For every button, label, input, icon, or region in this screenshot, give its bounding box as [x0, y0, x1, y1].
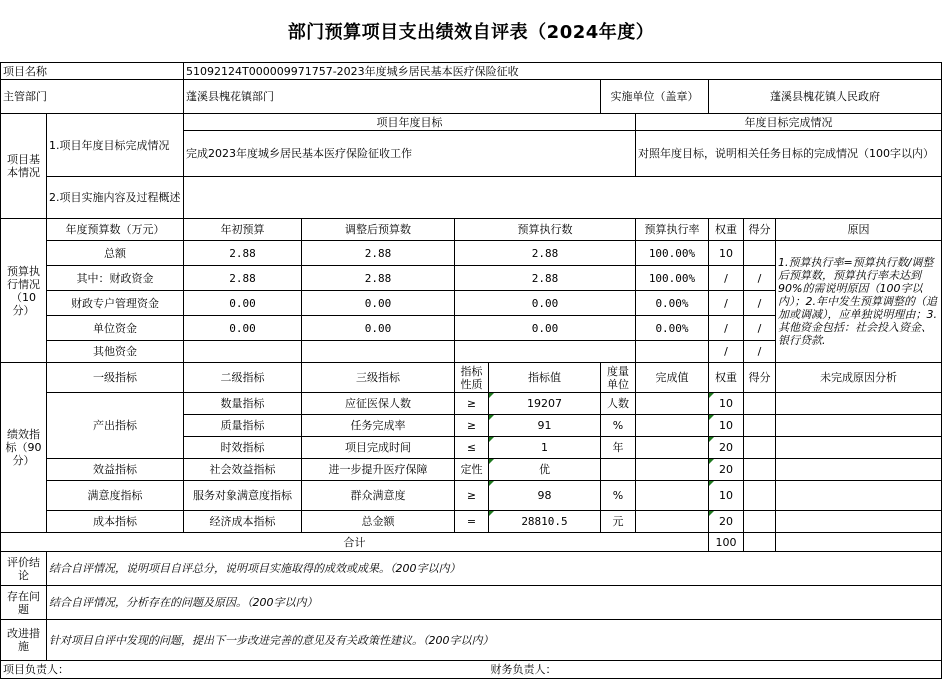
perf-row-done — [636, 415, 709, 437]
project-owner-label: 项目负责人： — [1, 661, 489, 679]
problems-text: 结合自评情况，分析存在的问题及原因。（200字以内） — [47, 586, 942, 620]
perf-row — [1, 459, 942, 481]
budget-row-weight: / — [709, 266, 744, 291]
perf-row-nature: ≥ — [455, 415, 489, 437]
completion-text: 对照年度目标，说明相关任务目标的完成情况（100字以内） — [636, 131, 942, 177]
perf-row-level3: 进一步提升医疗保障 — [302, 459, 455, 481]
perf-header-level1: 一级指标 — [47, 363, 184, 393]
perf-row-nature: ≥ — [455, 393, 489, 415]
budget-row-weight: / — [709, 291, 744, 316]
signature-row — [1, 661, 942, 679]
project-name-value: 51092124T000009971757-2023年度城乡居民基本医疗保险征收 — [184, 63, 942, 80]
basic-header-row — [1, 114, 942, 131]
perf-row-weight: 10 — [709, 481, 744, 511]
perf-row-score — [744, 459, 776, 481]
perf-row — [1, 393, 942, 415]
perf-row-reason — [776, 481, 942, 511]
budget-row-rate — [636, 341, 709, 363]
perf-header-unit: 度量单位 — [601, 363, 636, 393]
content-label: 2.项目实施内容及过程概述 — [47, 177, 184, 219]
perf-row-reason — [776, 437, 942, 459]
unit-label: 实施单位（盖章） — [601, 80, 709, 114]
evaluation-table — [0, 62, 942, 679]
perf-row-value: 1 — [489, 437, 601, 459]
perf-row-value: 91 — [489, 415, 601, 437]
dept-label: 主管部门 — [1, 80, 184, 114]
conclusion-label: 评价结论 — [1, 552, 47, 586]
perf-header-value: 指标值 — [489, 363, 601, 393]
budget-row-name: 单位资金 — [47, 316, 184, 341]
budget-row-name: 其中：财政资金 — [47, 266, 184, 291]
basic-content-row — [1, 177, 942, 219]
budget-row-adjusted: 0.00 — [302, 291, 455, 316]
goal-header: 项目年度目标 — [184, 114, 636, 131]
perf-row — [1, 511, 942, 533]
perf-row-level3: 任务完成率 — [302, 415, 455, 437]
goal-text: 完成2023年度城乡居民基本医疗保险征收工作 — [184, 131, 636, 177]
perf-row-unit: 元 — [601, 511, 636, 533]
budget-header-executed: 预算执行数 — [455, 219, 636, 241]
perf-row-unit: % — [601, 415, 636, 437]
budget-row-adjusted: 0.00 — [302, 316, 455, 341]
budget-row — [1, 241, 942, 266]
project-name-label: 项目名称 — [1, 63, 184, 80]
perf-row-level3: 项目完成时间 — [302, 437, 455, 459]
perf-row-value: 98 — [489, 481, 601, 511]
budget-row-rate: 0.00% — [636, 316, 709, 341]
perf-row-score — [744, 437, 776, 459]
budget-row-weight: 10 — [709, 241, 744, 266]
perf-row-unit: 人数 — [601, 393, 636, 415]
perf-header-nature: 指标性质 — [455, 363, 489, 393]
measures-text: 针对项目自评中发现的问题，提出下一步改进完善的意见及有关政策性建议。（200字以内） — [47, 620, 942, 661]
budget-row-weight: / — [709, 341, 744, 363]
budget-row-score: / — [744, 266, 776, 291]
budget-row-initial: 0.00 — [184, 316, 302, 341]
perf-row-unit: % — [601, 481, 636, 511]
budget-row-executed: 2.88 — [455, 241, 636, 266]
budget-row-initial: 2.88 — [184, 241, 302, 266]
perf-row-nature: ≥ — [455, 481, 489, 511]
budget-reason-note: 1.预算执行率=预算执行数/调整后预算数，预算执行率未达到90%的需说明原因（100字以内）；2.年中发生预算调整的（追加或调减），应单独说明理由；3.其他资金包括：社会投入资金、银行贷款. — [776, 241, 942, 363]
perf-row-unit: 年 — [601, 437, 636, 459]
content-value — [184, 177, 942, 219]
perf-row-value: 优 — [489, 459, 601, 481]
perf-row-weight: 10 — [709, 415, 744, 437]
budget-row-adjusted — [302, 341, 455, 363]
perf-level1-output: 产出指标 — [47, 393, 184, 459]
perf-level1-satisfaction: 满意度指标 — [47, 481, 184, 511]
perf-row-score — [744, 393, 776, 415]
goal-completion-label: 1.项目年度目标完成情况 — [47, 114, 184, 177]
perf-row-weight: 10 — [709, 393, 744, 415]
perf-header-level2: 二级指标 — [184, 363, 302, 393]
budget-row-score — [744, 241, 776, 266]
budget-header-rate: 预算执行率 — [636, 219, 709, 241]
perf-row-score — [744, 511, 776, 533]
budget-row-executed: 0.00 — [455, 291, 636, 316]
budget-header-reason: 原因 — [776, 219, 942, 241]
budget-row-executed: 0.00 — [455, 316, 636, 341]
budget-row-initial: 0.00 — [184, 291, 302, 316]
budget-row-name: 其他资金 — [47, 341, 184, 363]
finance-owner-label: 财务负责人： — [489, 661, 942, 679]
budget-header-score: 得分 — [744, 219, 776, 241]
budget-header-initial: 年初预算 — [184, 219, 302, 241]
budget-row-name: 财政专户管理资金 — [47, 291, 184, 316]
page-title: 部门预算项目支出绩效自评表（2024年度） — [287, 22, 655, 43]
budget-header-amount: 年度预算数（万元） — [47, 219, 184, 241]
budget-header-row — [1, 219, 942, 241]
perf-row-score — [744, 415, 776, 437]
perf-row-level2: 社会效益指标 — [184, 459, 302, 481]
total-weight: 100 — [709, 533, 744, 552]
perf-header-level3: 三级指标 — [302, 363, 455, 393]
dept-row — [1, 80, 942, 114]
perf-row-weight: 20 — [709, 511, 744, 533]
perf-row-value: 28810.5 — [489, 511, 601, 533]
basic-section-label: 项目基本情况 — [1, 114, 47, 219]
project-name-row — [1, 63, 942, 80]
total-row — [1, 533, 942, 552]
budget-row-score: / — [744, 341, 776, 363]
perf-row-nature: 定性 — [455, 459, 489, 481]
perf-row-level2: 时效指标 — [184, 437, 302, 459]
perf-level1-cost: 成本指标 — [47, 511, 184, 533]
perf-row-done — [636, 393, 709, 415]
conclusion-text: 结合自评情况，说明项目自评总分，说明项目实施取得的成效或成果。（200字以内） — [47, 552, 942, 586]
perf-header-reason: 未完成原因分析 — [776, 363, 942, 393]
unit-value: 蓬溪县槐花镇人民政府 — [709, 80, 942, 114]
perf-header-done: 完成值 — [636, 363, 709, 393]
perf-row-reason — [776, 415, 942, 437]
budget-row-adjusted: 2.88 — [302, 266, 455, 291]
budget-row-score: / — [744, 316, 776, 341]
perf-row-nature: = — [455, 511, 489, 533]
total-label: 合计 — [1, 533, 709, 552]
perf-row-done — [636, 511, 709, 533]
budget-row-rate: 0.00% — [636, 291, 709, 316]
perf-row-level3: 应征医保人数 — [302, 393, 455, 415]
perf-row — [1, 481, 942, 511]
budget-row-executed — [455, 341, 636, 363]
problems-row — [1, 586, 942, 620]
measures-label: 改进措施 — [1, 620, 47, 661]
perf-row-done — [636, 481, 709, 511]
perf-row-reason — [776, 459, 942, 481]
total-score — [744, 533, 776, 552]
budget-header-adjusted: 调整后预算数 — [302, 219, 455, 241]
budget-header-weight: 权重 — [709, 219, 744, 241]
perf-row-reason — [776, 511, 942, 533]
perf-row-weight: 20 — [709, 459, 744, 481]
budget-row-executed: 2.88 — [455, 266, 636, 291]
measures-row — [1, 620, 942, 661]
perf-row-done — [636, 437, 709, 459]
perf-section-label: 绩效指标（90分） — [1, 363, 47, 533]
perf-row-score — [744, 481, 776, 511]
perf-row-done — [636, 459, 709, 481]
perf-header-weight: 权重 — [709, 363, 744, 393]
budget-row-initial — [184, 341, 302, 363]
budget-row-weight: / — [709, 316, 744, 341]
perf-header-score: 得分 — [744, 363, 776, 393]
perf-level1-benefit: 效益指标 — [47, 459, 184, 481]
budget-row-name: 总额 — [47, 241, 184, 266]
perf-row-level2: 服务对象满意度指标 — [184, 481, 302, 511]
budget-row-initial: 2.88 — [184, 266, 302, 291]
budget-row-rate: 100.00% — [636, 266, 709, 291]
perf-row-level2: 质量指标 — [184, 415, 302, 437]
perf-row-nature: ≤ — [455, 437, 489, 459]
budget-row-score: / — [744, 291, 776, 316]
perf-row-level2: 经济成本指标 — [184, 511, 302, 533]
perf-row-value: 19207 — [489, 393, 601, 415]
perf-header-row — [1, 363, 942, 393]
budget-row-rate: 100.00% — [636, 241, 709, 266]
completion-header: 年度目标完成情况 — [636, 114, 942, 131]
conclusion-row — [1, 552, 942, 586]
perf-row-level3: 群众满意度 — [302, 481, 455, 511]
dept-value: 蓬溪县槐花镇部门 — [184, 80, 601, 114]
total-reason — [776, 533, 942, 552]
problems-label: 存在问题 — [1, 586, 47, 620]
perf-row-level3: 总金额 — [302, 511, 455, 533]
perf-row-reason — [776, 393, 942, 415]
budget-section-label: 预算执行情况（10分） — [1, 219, 47, 363]
perf-row-unit — [601, 459, 636, 481]
perf-row-weight: 20 — [709, 437, 744, 459]
perf-row-level2: 数量指标 — [184, 393, 302, 415]
budget-row-adjusted: 2.88 — [302, 241, 455, 266]
